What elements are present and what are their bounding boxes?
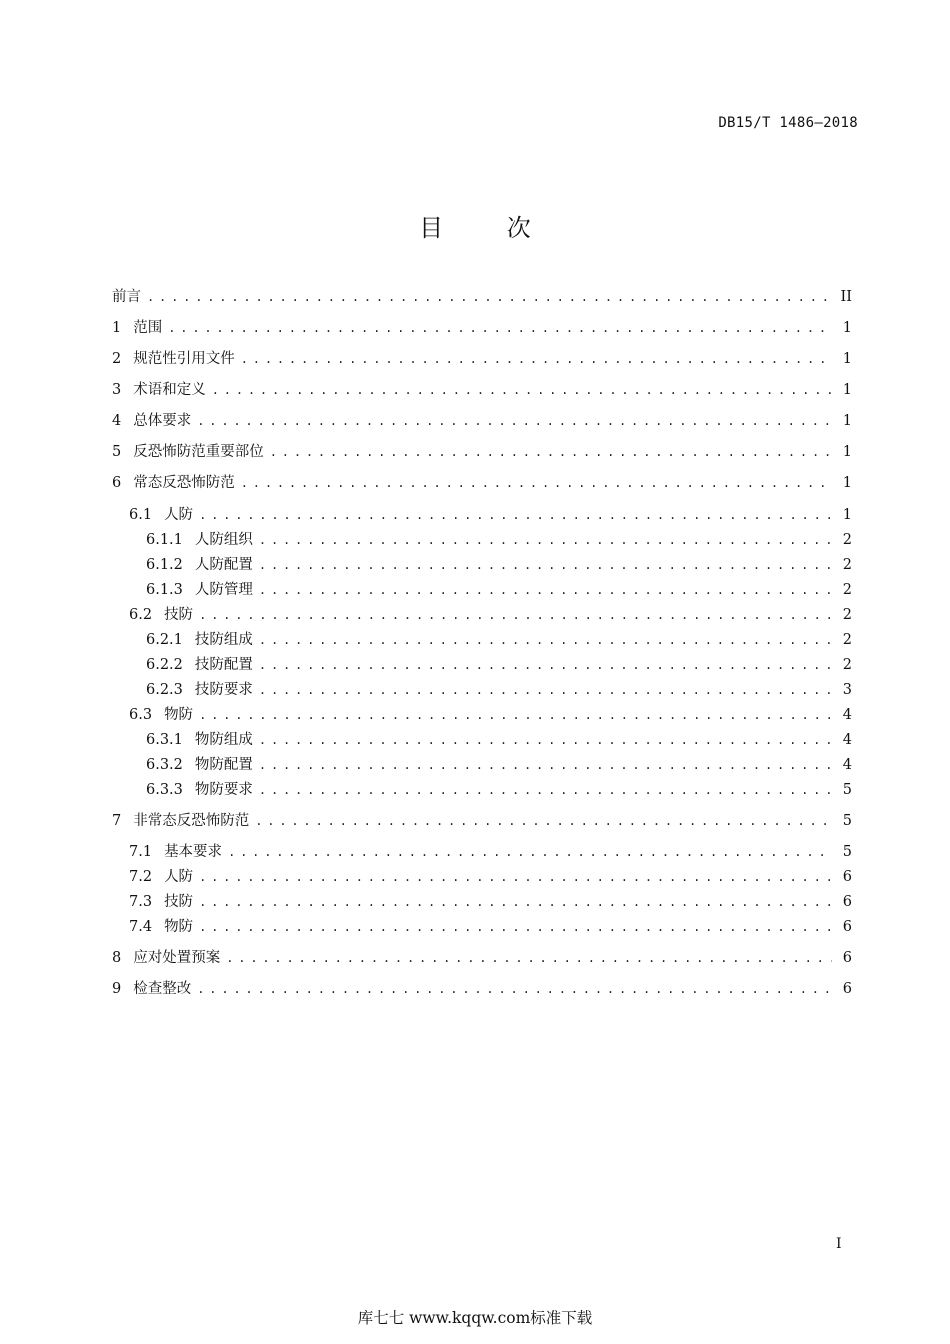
toc-entry-page: 1 [842, 351, 852, 367]
toc-entry-6-1-1[interactable] [146, 529, 852, 551]
toc-entry-page: 4 [842, 757, 852, 773]
toc-entry-label: 术语和定义 [133, 382, 206, 398]
toc-entry-1[interactable] [112, 317, 852, 339]
document-code: DB15/T 1486—2018 [718, 115, 858, 131]
toc-leader-dots [228, 841, 832, 863]
toc-leader-dots [259, 554, 832, 576]
toc-leader-dots [259, 679, 832, 701]
toc-entry-label: 人防 [164, 869, 194, 885]
toc-entry-6-1-3[interactable] [146, 579, 852, 601]
toc-leader-dots [259, 779, 832, 801]
toc-entry-foreword[interactable] [112, 286, 852, 308]
toc-leader-dots [147, 286, 832, 308]
toc-entry-number: 7.2 [129, 869, 153, 885]
toc-entry-label: 物防配置 [194, 757, 253, 773]
toc-entry-7-4[interactable] [129, 916, 852, 938]
toc-entry-page: 1 [842, 444, 852, 460]
toc-entry-6-3-3[interactable] [146, 779, 852, 801]
toc-entry-label: 物防组成 [194, 732, 253, 748]
toc-entry-6-3-1[interactable] [146, 729, 852, 751]
toc-entry-number: 4 [112, 413, 122, 429]
toc-entry-label: 规范性引用文件 [133, 351, 235, 367]
toc-entry-6[interactable] [112, 472, 852, 494]
toc-entry-page: 2 [842, 582, 852, 598]
toc-entry-label: 人防管理 [194, 582, 253, 598]
toc-leader-dots [197, 978, 832, 1000]
toc-entry-7-1[interactable] [129, 841, 852, 863]
toc-entry-label: 技防 [164, 894, 194, 910]
toc-entry-number: 7.3 [129, 894, 153, 910]
toc-entry-label: 常态反恐怖防范 [133, 475, 235, 491]
toc-entry-page: 6 [842, 950, 852, 966]
toc-entry-number: 6.2.1 [146, 632, 183, 648]
page-number: I [836, 1236, 842, 1252]
toc-entry-number: 8 [112, 950, 122, 966]
toc-entry-number: 7.4 [129, 919, 153, 935]
toc-leader-dots [259, 629, 832, 651]
toc-leader-dots [255, 810, 832, 832]
toc-entry-page: 1 [842, 507, 852, 523]
toc-entry-number: 6.1 [129, 507, 153, 523]
toc-entry-number: 6.3.1 [146, 732, 183, 748]
toc-entry-7-3[interactable] [129, 891, 852, 913]
toc-entry-page: 2 [842, 657, 852, 673]
toc-entry-label: 前言 [112, 289, 141, 305]
toc-leader-dots [241, 472, 832, 494]
toc-entry-6-2[interactable] [129, 604, 852, 626]
toc-entry-number: 3 [112, 382, 122, 398]
toc-entry-page: 4 [842, 707, 852, 723]
toc-leader-dots [197, 410, 832, 432]
toc-leader-dots [199, 891, 832, 913]
toc-entry-6-3-2[interactable] [146, 754, 852, 776]
toc-leader-dots [199, 704, 832, 726]
toc-entry-label: 技防 [164, 607, 194, 623]
toc-entry-page: 6 [842, 919, 852, 935]
toc-entry-page: 5 [842, 813, 852, 829]
toc-title: 目 次 [419, 214, 559, 242]
toc-entry-7-2[interactable] [129, 866, 852, 888]
toc-leader-dots [226, 947, 832, 969]
toc-entry-number: 5 [112, 444, 122, 460]
toc-leader-dots [259, 579, 832, 601]
toc-entry-page: 4 [842, 732, 852, 748]
toc-entry-label: 物防要求 [194, 782, 253, 798]
toc-entry-number: 6.3.2 [146, 757, 183, 773]
toc-leader-dots [199, 916, 832, 938]
toc-entry-page: 5 [842, 844, 852, 860]
toc-entry-page: 6 [842, 894, 852, 910]
toc-entry-page: 3 [842, 682, 852, 698]
toc-entry-6-2-1[interactable] [146, 629, 852, 651]
toc-leader-dots [168, 317, 832, 339]
toc-entry-number: 6 [112, 475, 122, 491]
toc-entry-label: 总体要求 [133, 413, 192, 429]
toc-entry-6-3[interactable] [129, 704, 852, 726]
toc-entry-page: II [840, 289, 852, 305]
toc-leader-dots [199, 604, 832, 626]
toc-leader-dots [241, 348, 832, 370]
toc-leader-dots [259, 754, 832, 776]
toc-entry-6-2-3[interactable] [146, 679, 852, 701]
toc-entry-page: 6 [842, 981, 852, 997]
toc-entry-page: 2 [842, 532, 852, 548]
toc-entry-page: 1 [842, 382, 852, 398]
footer-watermark: 库七七 www.kqqw.com标准下载 [357, 1309, 593, 1327]
toc-entry-label: 技防配置 [194, 657, 253, 673]
toc-entry-label: 人防组织 [194, 532, 253, 548]
toc-entry-page: 6 [842, 869, 852, 885]
toc-entry-page: 1 [842, 320, 852, 336]
toc-entry-label: 检查整改 [133, 981, 192, 997]
toc-entry-label: 物防 [164, 919, 194, 935]
toc-entry-9[interactable] [112, 978, 852, 1000]
toc-entry-page: 2 [842, 607, 852, 623]
toc-entry-number: 2 [112, 351, 122, 367]
toc-entry-page: 5 [842, 782, 852, 798]
toc-entry-label: 技防要求 [194, 682, 253, 698]
toc-entry-page: 2 [842, 632, 852, 648]
toc-leader-dots [259, 729, 832, 751]
toc-entry-number: 6.1.1 [146, 532, 183, 548]
toc-entry-label: 应对处置预案 [133, 950, 221, 966]
toc-entry-number: 7.1 [129, 844, 153, 860]
toc-entry-number: 6.1.3 [146, 582, 183, 598]
toc-leader-dots [259, 529, 832, 551]
toc-entry-number: 6.1.2 [146, 557, 183, 573]
toc-entry-label: 范围 [133, 320, 163, 336]
toc-entry-6-1[interactable] [129, 504, 852, 526]
toc-entry-label: 人防 [164, 507, 194, 523]
toc-entry-number: 1 [112, 320, 122, 336]
toc-entry-label: 反恐怖防范重要部位 [133, 444, 264, 460]
toc-entry-4[interactable] [112, 410, 852, 432]
toc-entry-page: 2 [842, 557, 852, 573]
toc-entry-page: 1 [842, 413, 852, 429]
toc-entry-8[interactable] [112, 947, 852, 969]
toc-leader-dots [270, 441, 832, 463]
toc-entry-page: 1 [842, 475, 852, 491]
toc-entry-label: 人防配置 [194, 557, 253, 573]
toc-entry-5[interactable] [112, 441, 852, 463]
toc-entry-6-1-2[interactable] [146, 554, 852, 576]
toc-leader-dots [199, 866, 832, 888]
toc-entry-number: 6.2.3 [146, 682, 183, 698]
toc-entry-number: 7 [112, 813, 122, 829]
toc-entry-number: 6.3.3 [146, 782, 183, 798]
toc-entry-2[interactable] [112, 348, 852, 370]
toc-entry-number: 9 [112, 981, 122, 997]
toc-entry-label: 非常态反恐怖防范 [133, 813, 250, 829]
toc-leader-dots [212, 379, 832, 401]
toc-entry-7[interactable] [112, 810, 852, 832]
toc-entry-number: 6.3 [129, 707, 153, 723]
toc-entry-number: 6.2.2 [146, 657, 183, 673]
toc-entry-label: 技防组成 [194, 632, 253, 648]
toc-entry-6-2-2[interactable] [146, 654, 852, 676]
toc-leader-dots [259, 654, 832, 676]
toc-entry-number: 6.2 [129, 607, 153, 623]
toc-entry-label: 物防 [164, 707, 194, 723]
toc-entry-label: 基本要求 [164, 844, 223, 860]
toc-leader-dots [199, 504, 832, 526]
toc-entry-3[interactable] [112, 379, 852, 401]
